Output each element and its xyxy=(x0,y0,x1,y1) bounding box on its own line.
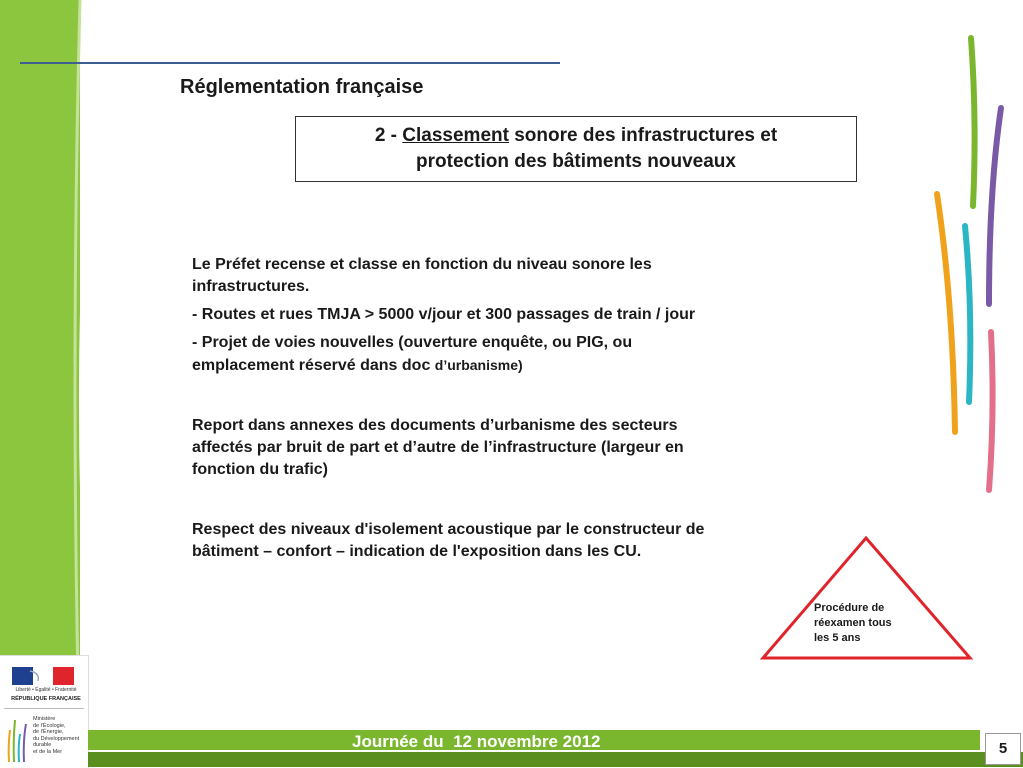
ministry-stripes-icon xyxy=(6,716,28,764)
paragraph-report-line-2: affectés par bruit de part et d’autre de l’infrastructure (largeur en xyxy=(192,439,684,456)
paragraph-prefet-line-2: infrastructures. xyxy=(192,278,310,295)
subtitle-prefix: 2 - xyxy=(374,125,403,146)
paragraph-report-line-3: fonction du trafic) xyxy=(192,461,328,478)
subtitle-underlined-word: Classement xyxy=(402,125,509,146)
marianne-flag-icon xyxy=(12,667,74,685)
slide-body xyxy=(192,254,832,563)
decorative-stripes xyxy=(925,30,1005,500)
ministry-line: Ministère xyxy=(33,716,56,722)
subtitle-line1-rest: sonore des infrastructures et xyxy=(508,125,778,146)
ministry-line: et de la Mer xyxy=(33,748,63,755)
paragraph-respect xyxy=(192,519,832,563)
logo-divider xyxy=(4,708,84,709)
ministry-line: du Développement xyxy=(33,735,80,742)
bullet-projets xyxy=(192,332,832,377)
title-rule xyxy=(20,62,560,64)
ministry-name xyxy=(33,716,87,755)
subtitle-line-2: protection des bâtiments nouveaux xyxy=(416,151,736,172)
republique-francaise: RÉPUBLIQUE FRANÇAISE xyxy=(11,696,81,702)
republic-motto: Liberté • Égalité • Fraternité xyxy=(15,687,77,693)
ministry-line: de l'Énergie, xyxy=(33,729,64,735)
paragraph-respect-line-2: bâtiment – confort – indication de l'exposition dans les CU. xyxy=(192,543,642,560)
paragraph-report xyxy=(192,415,832,481)
bullet-projets-line-1: - Projet de voies nouvelles (ouverture enquête, ou PIG, ou xyxy=(192,334,633,351)
triangle-text-line-1: Procédure de xyxy=(814,602,885,614)
bullet-projets-small: d’urbanisme) xyxy=(434,357,523,373)
footer-strip xyxy=(88,752,1023,767)
page-number: 5 xyxy=(985,733,1021,765)
triangle-text-line-2: réexamen tous xyxy=(814,617,892,629)
subtitle-box xyxy=(295,116,857,182)
triangle-text-line-3: les 5 ans xyxy=(814,632,861,644)
triangle-text xyxy=(814,601,924,646)
bullet-routes: - Routes et rues TMJA > 5000 v/jour et 300 passages de train / jour xyxy=(192,306,696,323)
bullet-projets-line-2: emplacement réservé dans doc xyxy=(192,357,435,374)
paragraph-respect-line-1: Respect des niveaux d'isolement acoustique par le constructeur de xyxy=(192,521,705,538)
ministry-line: de l'Écologie, xyxy=(33,722,66,729)
paragraph-prefet-line-1: Le Préfet recense et classe en fonction du niveau sonore les xyxy=(192,256,652,273)
subtitle-line-1 xyxy=(296,123,856,149)
paragraph-report-line-1: Report dans annexes des documents d’urbanisme des secteurs xyxy=(192,417,678,434)
left-decorative-curve xyxy=(0,0,100,767)
paragraph-prefet xyxy=(192,254,832,298)
ministry-line: durable xyxy=(33,742,52,748)
slide-title: Réglementation française xyxy=(180,76,424,98)
footer-date: Journée du 12 novembre 2012 xyxy=(352,732,601,751)
